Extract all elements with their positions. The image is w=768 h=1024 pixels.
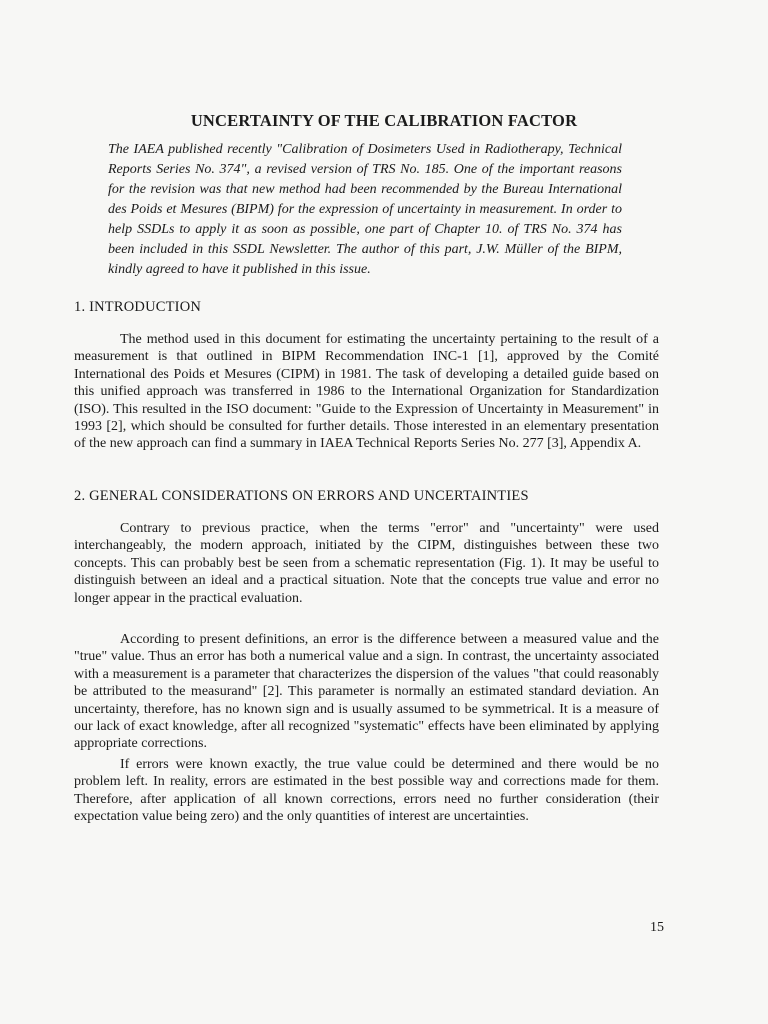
section-2-paragraph-2: According to present definitions, an error is the difference between a measured value and the "true" value. Thus an error has both a numerical value and a sign. In contrast, the uncertainty associated with a measurement is a parameter that characterizes the dispersion of the values "that could reasonably be attributed to the measurand" [2]. This parameter is normally an estimated standard deviation. An uncertainty, therefore, has no known sign and is usually assumed to be symmetrical. It is a measure of our lack of exact knowledge, after all recognized "systematic" effects have been eliminated by applying appropriate corrections. [74, 632, 659, 752]
section-1-heading: 1. INTRODUCTION [74, 299, 202, 315]
section-1-paragraph-1: The method used in this document for estimating the uncertainty pertaining to the result of a measurement is that outlined in BIPM Recommendation INC-1 [1], approved by the Comité International des Poids et Mesures (CIPM) in 1981. The task of developing a detailed guide based on this unified approach was transferred in 1986 to the International Organization for Standardization (ISO). This resulted in the ISO document: "Guide to the Expression of Uncertainty in Measurement" in 1993 [2], which should be consulted for further details. Those interested in an elementary presentation of the new approach can find a summary in IAEA Technical Reports Series No. 277 [3], Appendix A. [74, 332, 659, 452]
section-2-paragraph-3: If errors were known exactly, the true value could be determined and there would be no problem left. In reality, errors are estimated in the best possible way and corrections made for them. Therefore, after application of all known corrections, errors need no further consideration (their expectation value being zero) and the only quantities of interest are uncertainties. [74, 757, 659, 825]
page-number: 15 [650, 920, 664, 935]
abstract-paragraph: The IAEA published recently "Calibration of Dosimeters Used in Radiotherapy, Technical Reports Series No. 374", a revised version of TRS No. 185. One of the important reasons for the revision was that new method had been recommended by the Bureau International des Poids et Mesures (BIPM) for the expression of uncertainty in measurement. In order to help SSDLs to apply it as soon as possible, one part of Chapter 10. of TRS No. 374 has been included in this SSDL Newsletter. The author of this part, J.W. Müller of the BIPM, kindly agreed to have it published in this issue. [108, 142, 622, 277]
section-2-paragraph-1: Contrary to previous practice, when the terms "error" and "uncertainty" were used interchangeably, the modern approach, initiated by the CIPM, distinguishes between these two concepts. This can probably best be seen from a schematic representation (Fig. 1). It may be useful to distinguish between an ideal and a practical situation. Note that the concepts true value and error no longer appear in the practical evaluation. [74, 521, 659, 606]
section-2-heading: 2. GENERAL CONSIDERATIONS ON ERRORS AND UNCERTAINTIES [74, 488, 529, 504]
document-title: UNCERTAINTY OF THE CALIBRATION FACTOR [190, 111, 578, 130]
